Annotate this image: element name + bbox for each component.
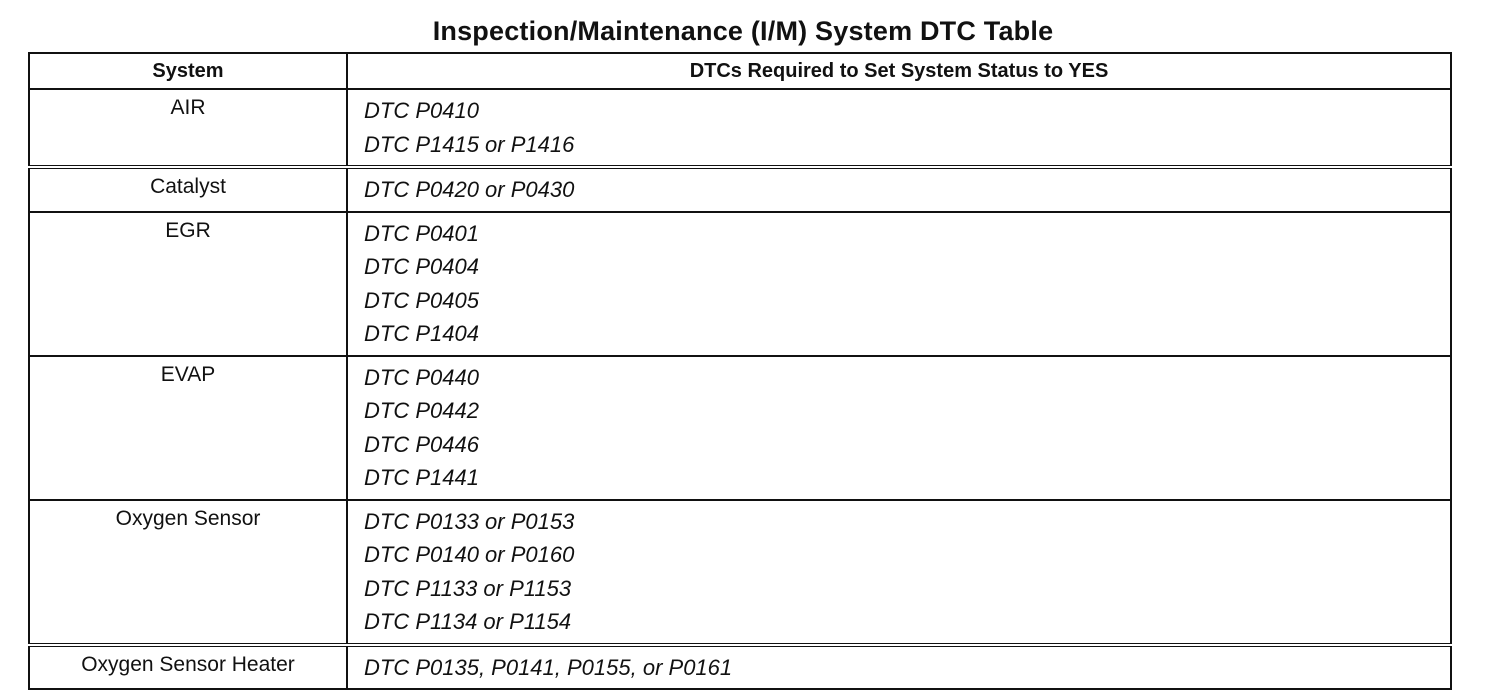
table-row-egr xyxy=(29,212,1451,356)
dtc-item: DTC P0140 or P0160 xyxy=(364,542,575,567)
dtc-list xyxy=(347,212,1451,356)
table-row-catalyst xyxy=(29,167,1451,212)
dtc-item: DTC P0442 xyxy=(364,398,479,423)
dtc-item: DTC P1415 or P1416 xyxy=(364,131,575,157)
dtc-table xyxy=(28,52,1452,690)
dtc-list xyxy=(347,89,1451,167)
dtc-list xyxy=(347,356,1451,500)
dtc-item: DTC P1404 xyxy=(364,321,479,346)
dtc-list xyxy=(347,167,1451,212)
dtc-item: DTC P0133 or P0153 xyxy=(364,508,575,534)
dtc-item: DTC P0440 xyxy=(364,364,479,390)
system-name: Catalyst xyxy=(29,167,347,212)
dtc-item: DTC P0410 xyxy=(364,98,479,123)
dtc-item: DTC P1134 or P1154 xyxy=(364,609,572,634)
dtc-item: DTC P1133 or P1153 xyxy=(364,575,572,601)
table-title: Inspection/Maintenance (I/M) System DTC Table xyxy=(432,16,1054,46)
header-row xyxy=(29,53,1451,89)
system-name: EVAP xyxy=(29,356,347,500)
dtc-item: DTC P0404 xyxy=(364,254,479,279)
dtc-list xyxy=(347,645,1451,690)
dtc-item: DTC P1441 xyxy=(364,465,479,490)
header-dtcs: DTCs Required to Set System Status to YES xyxy=(347,53,1451,89)
system-name: AIR xyxy=(29,89,347,167)
system-name: Oxygen Sensor Heater xyxy=(29,645,347,690)
header-system: System xyxy=(29,53,347,89)
system-name: EGR xyxy=(29,212,347,356)
dtc-item: DTC P0135, P0141, P0155, or P0161 xyxy=(364,654,733,680)
table-row-oxygen-sensor xyxy=(29,500,1451,645)
dtc-item: DTC P0401 xyxy=(364,220,479,246)
table-row-air xyxy=(29,89,1451,167)
system-name: Oxygen Sensor xyxy=(29,500,347,645)
table-row-evap xyxy=(29,356,1451,500)
dtc-item: DTC P0420 or P0430 xyxy=(364,177,575,202)
table-row-oxygen-sensor-heater xyxy=(29,645,1451,690)
dtc-list xyxy=(347,500,1451,645)
dtc-item: DTC P0446 xyxy=(364,431,479,457)
dtc-item: DTC P0405 xyxy=(364,287,479,313)
